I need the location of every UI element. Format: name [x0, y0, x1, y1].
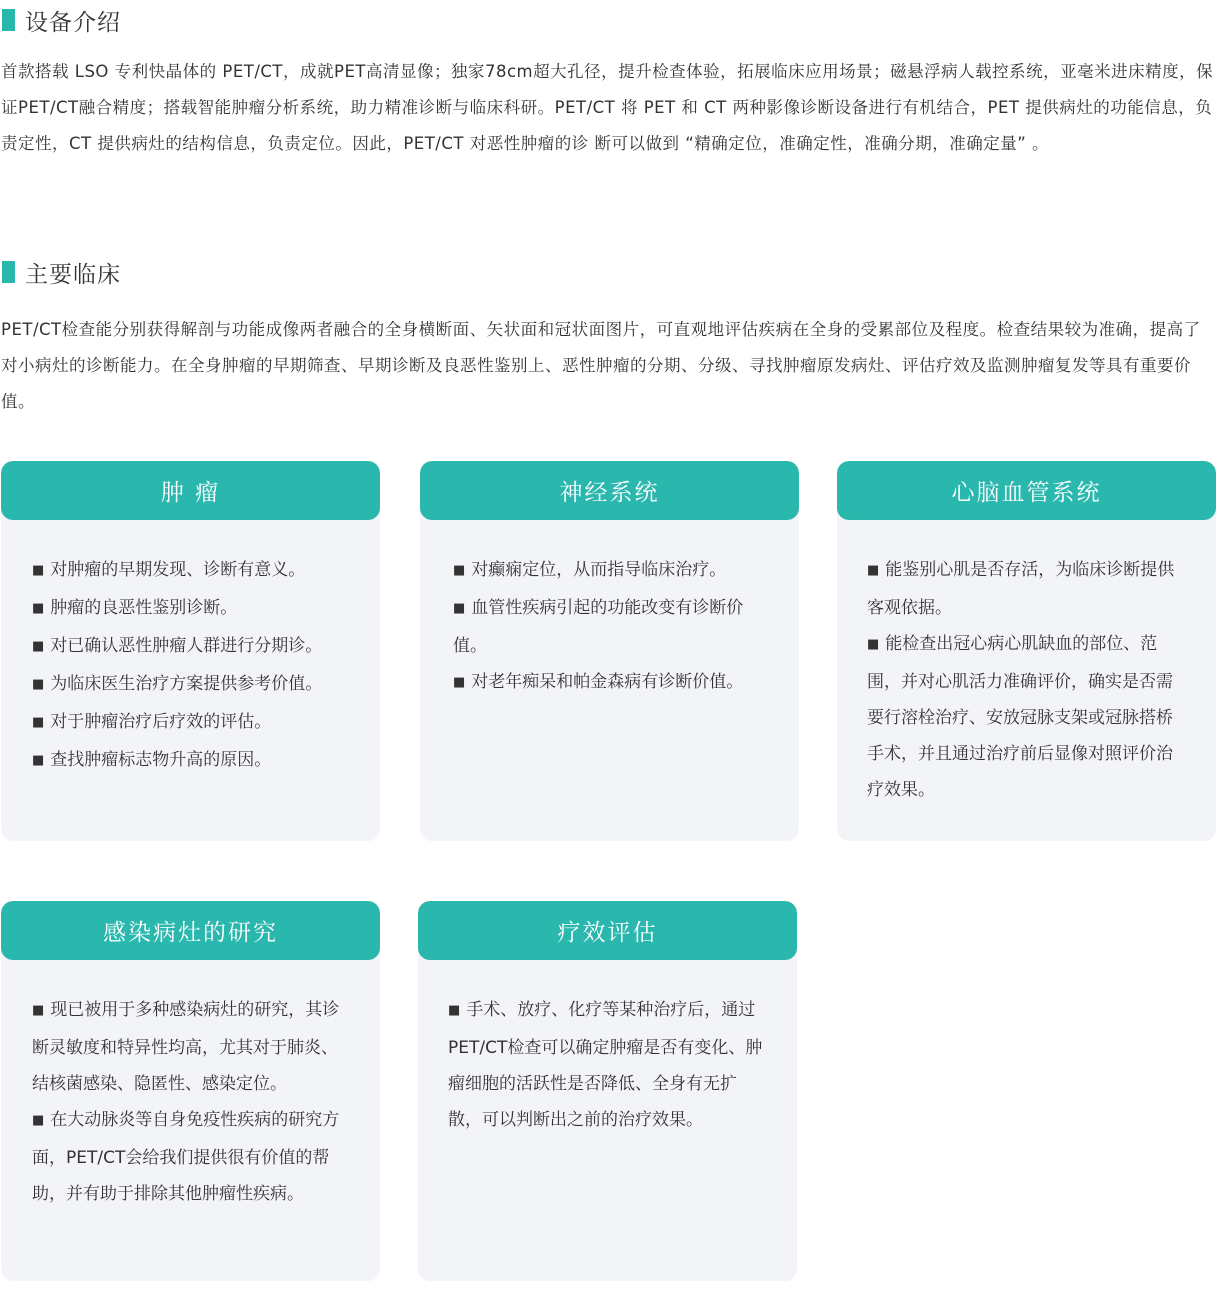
list-item: ■ 对于肿瘤治疗后疗效的评估。 — [32, 712, 272, 732]
card-body — [418, 960, 797, 1138]
bullet-square-icon: ■ — [453, 563, 466, 578]
bullet-square-icon: ■ — [32, 1113, 45, 1128]
list-item: ■ 血管性疾病引起的功能改变有诊断价值。 — [453, 598, 744, 656]
card-tumor — [1, 461, 380, 841]
bullet-square-icon: ■ — [867, 637, 880, 652]
list-item: ■ 对肿瘤的早期发现、诊断有意义。 — [32, 560, 306, 580]
list-item: ■ 能鉴别心肌是否存活，为临床诊断提供客观依据。 — [867, 560, 1175, 618]
equipment-description: 首款搭载 LSO 专利快晶体的 PET/CT，成就PET高清显像；独家78cm超大孔径，提升检查体验，拓展临床应用场景；磁悬浮病人载控系统，亚毫米进床精度，保证PET/CT融合精度；搭载智能肿瘤分析系统，助力精准诊断与临床科研。PET/CT 将 PET 和 CT 两种影像诊断设备进行有机结合，PET 提供病灶的功能信息，负责定性，CT 提供病灶的结构信息，负责定位。因此，PET/CT 对恶性肿瘤的诊 断可以做到 “精确定位，准确定性，准确分期，准确定量” 。 — [1, 62, 1214, 153]
card-header: 心脑血管系统 — [837, 461, 1216, 520]
card-nervous-system — [420, 461, 799, 841]
card-body — [420, 520, 799, 702]
card-header: 疗效评估 — [418, 901, 797, 960]
list-item: ■ 查找肿瘤标志物升高的原因。 — [32, 750, 272, 770]
list-item: ■ 手术、放疗、化疗等某种治疗后，通过PET/CT检查可以确定肿瘤是否有变化、肿瘤细胞的活跃性是否降低、全身有无扩散，可以判断出之前的治疗效果。 — [448, 1000, 763, 1130]
bullet-square-icon: ■ — [32, 1003, 45, 1018]
bullet-square-icon: ■ — [32, 715, 45, 730]
card-header: 神经系统 — [420, 461, 799, 520]
card-body — [837, 520, 1216, 808]
bullet-square-icon: ■ — [32, 677, 45, 692]
section-title-text: 主要临床 — [25, 261, 121, 288]
card-body — [1, 960, 380, 1212]
section-title-clinical — [2, 255, 121, 289]
bullet-square-icon: ■ — [867, 563, 880, 578]
title-accent-bar — [2, 9, 15, 31]
card-infection-research — [1, 901, 380, 1281]
bullet-square-icon: ■ — [32, 639, 45, 654]
list-item: ■ 能检查出冠心病心肌缺血的部位、范围，并对心肌活力准确评价，确实是否需要行溶栓治疗、安放冠脉支架或冠脉搭桥手术，并且通过治疗前后显像对照评价治疗效果。 — [867, 634, 1173, 800]
bullet-square-icon: ■ — [32, 753, 45, 768]
list-item: ■ 现已被用于多种感染病灶的研究，其诊断灵敏度和特异性均高，尤其对于肺炎、结核菌感染、隐匿性、感染定位。 — [32, 1000, 340, 1094]
section-title-equipment — [2, 3, 121, 37]
list-item: ■ 对癫痫定位，从而指导临床治疗。 — [453, 560, 727, 580]
list-item: ■ 在大动脉炎等自身免疫性疾病的研究方面，PET/CT会给我们提供很有价值的帮助，并有助于排除其他肿瘤性疾病。 — [32, 1110, 340, 1204]
bullet-square-icon: ■ — [32, 601, 45, 616]
card-header: 感染病灶的研究 — [1, 901, 380, 960]
list-item: ■ 肿瘤的良恶性鉴别诊断。 — [32, 598, 238, 618]
card-body — [1, 520, 380, 780]
title-accent-bar — [2, 261, 15, 283]
bullet-square-icon: ■ — [453, 601, 466, 616]
list-item: ■ 为临床医生治疗方案提供参考价值。 — [32, 674, 323, 694]
bullet-square-icon: ■ — [448, 1003, 461, 1018]
list-item: ■ 对已确认恶性肿瘤人群进行分期诊。 — [32, 636, 323, 656]
clinical-description: PET/CT检查能分别获得解剖与功能成像两者融合的全身横断面、矢状面和冠状面图片，可直观地评估疾病在全身的受累部位及程度。检查结果较为准确，提高了对小病灶的诊断能力。在全身肿瘤的早期筛查、早期诊断及良恶性鉴别上、恶性肿瘤的分期、分级、寻找肿瘤原发病灶、评估疗效及监测肿瘤复发等具有重要价值。 — [1, 320, 1201, 411]
bullet-square-icon: ■ — [453, 675, 466, 690]
card-cardiovascular — [837, 461, 1216, 841]
list-item: ■ 对老年痴呆和帕金森病有诊断价值。 — [453, 672, 744, 692]
bullet-square-icon: ■ — [32, 563, 45, 578]
section-title-text: 设备介绍 — [25, 9, 121, 36]
card-efficacy-evaluation — [418, 901, 797, 1281]
card-header: 肿 瘤 — [1, 461, 380, 520]
